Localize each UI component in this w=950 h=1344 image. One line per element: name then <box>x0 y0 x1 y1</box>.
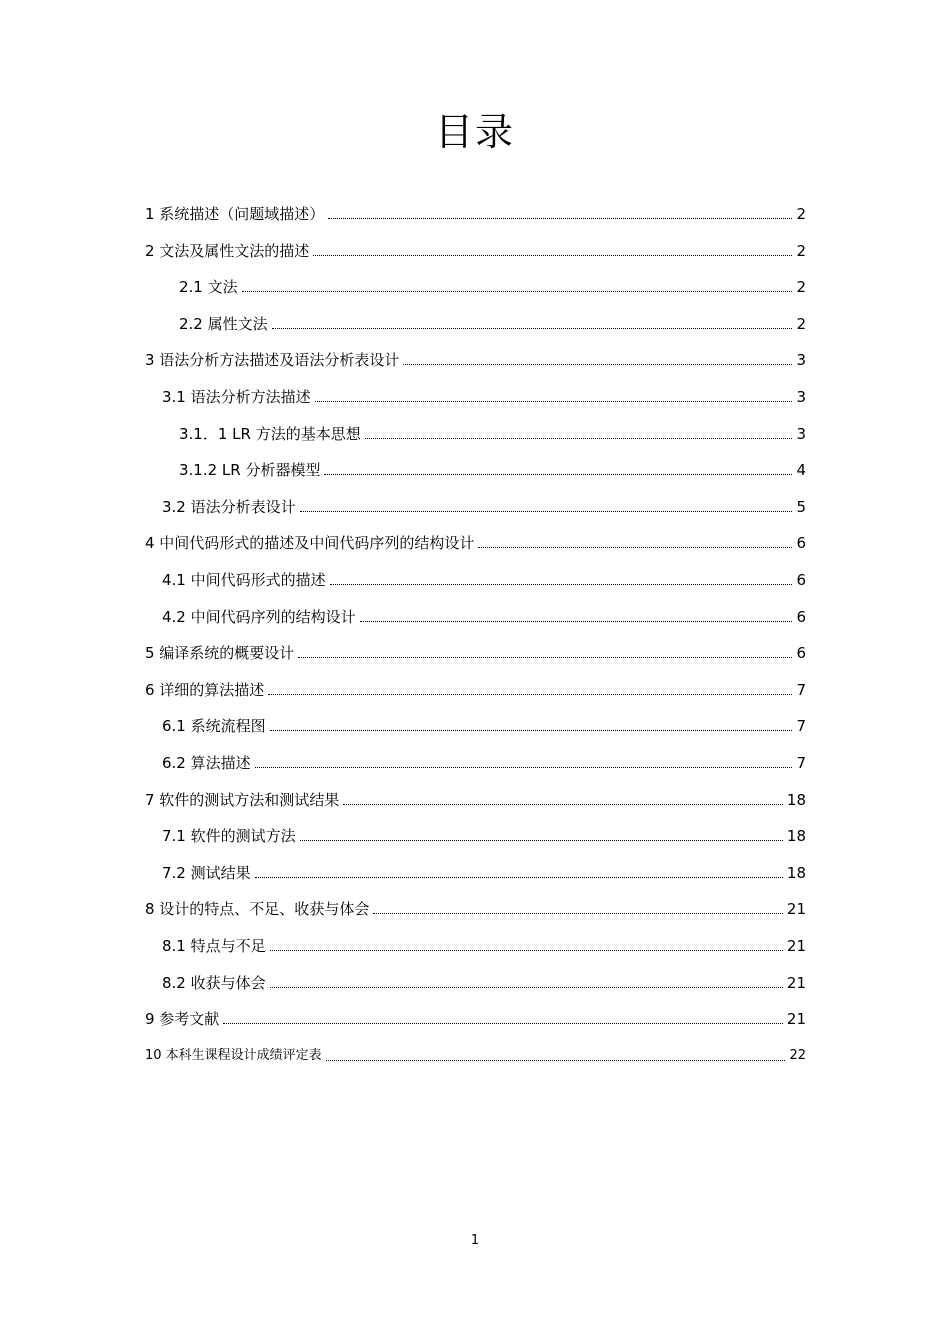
toc-dot-leader <box>270 729 793 731</box>
toc-entry-page: 6 <box>796 608 806 626</box>
toc-entry-page: 18 <box>786 791 806 809</box>
toc-entry-text: 3.2 语法分析表设计 <box>162 498 296 516</box>
toc-dot-leader <box>328 217 792 219</box>
toc-entry-page: 2 <box>796 205 806 223</box>
toc-entry[interactable] <box>145 237 806 261</box>
page-number: 1 <box>470 1233 480 1248</box>
toc-entry-page: 7 <box>796 681 806 699</box>
toc-entry[interactable] <box>145 529 806 553</box>
toc-entry[interactable] <box>162 566 806 590</box>
toc-dot-leader <box>298 656 792 658</box>
toc-dot-leader <box>270 986 783 988</box>
toc-entry-page: 6 <box>796 534 806 552</box>
toc-entry-page: 2 <box>796 315 806 333</box>
toc-dot-leader <box>268 693 792 695</box>
toc-entry-page: 18 <box>786 827 806 845</box>
toc-entry[interactable] <box>145 1042 806 1066</box>
toc-entry-page: 21 <box>786 937 806 955</box>
toc-entry-text: 3 语法分析方法描述及语法分析表设计 <box>145 351 400 369</box>
toc-entry-text: 1 系统描述（问题域描述） <box>145 205 325 223</box>
toc-entry-page: 21 <box>786 974 806 992</box>
toc-entry-text: 4 中间代码形式的描述及中间代码序列的结构设计 <box>145 534 475 552</box>
toc-entry-page: 2 <box>796 242 806 260</box>
toc-entry-text: 7 软件的测试方法和测试结果 <box>145 791 340 809</box>
toc-entry[interactable] <box>179 420 806 444</box>
toc-dot-leader <box>300 839 783 841</box>
toc-entry-text: 2.2 属性文法 <box>179 315 268 333</box>
toc-entry-text: 5 编译系统的概要设计 <box>145 644 295 662</box>
toc-entry-page: 3 <box>796 425 806 443</box>
toc-entry-page: 2 <box>796 278 806 296</box>
toc-entry-text: 7.2 测试结果 <box>162 864 251 882</box>
toc-entry-text: 7.1 软件的测试方法 <box>162 827 296 845</box>
toc-dot-leader <box>300 510 793 512</box>
toc-dot-leader <box>324 473 792 475</box>
toc-entry[interactable] <box>145 786 806 810</box>
toc-entry-text: 6.1 系统流程图 <box>162 717 266 735</box>
toc-entry-text: 6 详细的算法描述 <box>145 681 265 699</box>
toc-entry-text: 3.1 语法分析方法描述 <box>162 388 311 406</box>
toc-dot-leader <box>270 949 783 951</box>
toc-entry[interactable] <box>145 639 806 663</box>
toc-entry-page: 3 <box>796 351 806 369</box>
toc-entry-page: 7 <box>796 754 806 772</box>
toc-dot-leader <box>315 400 793 402</box>
toc-dot-leader <box>313 254 792 256</box>
toc-dot-leader <box>242 290 793 292</box>
toc-entry-text: 10 本科生课程设计成绩评定表 <box>145 1048 322 1063</box>
toc-entry-text: 9 参考文献 <box>145 1010 220 1028</box>
toc-dot-leader <box>403 363 792 365</box>
toc-entry[interactable] <box>145 895 806 919</box>
toc-entry-page: 3 <box>796 388 806 406</box>
toc-entry-text: 4.1 中间代码形式的描述 <box>162 571 326 589</box>
toc-entry-text: 2.1 文法 <box>179 278 238 296</box>
toc-entry-page: 6 <box>796 644 806 662</box>
toc-entry-page: 4 <box>796 461 806 479</box>
toc-title: 目录 <box>434 110 515 154</box>
toc-entry[interactable] <box>162 932 806 956</box>
toc-entry-text: 4.2 中间代码序列的结构设计 <box>162 608 356 626</box>
toc-entry[interactable] <box>162 822 806 846</box>
toc-dot-leader <box>255 876 783 878</box>
toc-entry-page: 7 <box>796 717 806 735</box>
toc-dot-leader <box>478 546 792 548</box>
toc-entry-text: 6.2 算法描述 <box>162 754 251 772</box>
toc-entry[interactable] <box>162 859 806 883</box>
toc-dot-leader <box>373 912 783 914</box>
toc-entry-page: 5 <box>796 498 806 516</box>
toc-entry-text: 2 文法及属性文法的描述 <box>145 242 310 260</box>
toc-entry[interactable] <box>162 493 806 517</box>
toc-entry[interactable] <box>179 456 806 480</box>
toc-entry[interactable] <box>162 383 806 407</box>
toc-entry[interactable] <box>145 1005 806 1029</box>
toc-entry-text: 8 设计的特点、不足、收获与体会 <box>145 900 370 918</box>
toc-entry-text: 8.1 特点与不足 <box>162 937 266 955</box>
toc-dot-leader <box>326 1059 786 1061</box>
toc-entry-text: 3.1.2 LR 分析器模型 <box>179 461 321 479</box>
toc-dot-leader <box>223 1022 783 1024</box>
toc-dot-leader <box>343 803 783 805</box>
toc-entry-page: 18 <box>786 864 806 882</box>
toc-entry[interactable] <box>162 712 806 736</box>
toc-entry-text: 3.1．1 LR 方法的基本思想 <box>179 425 361 443</box>
toc-dot-leader <box>365 437 793 439</box>
toc-entry-page: 21 <box>786 900 806 918</box>
toc-entry[interactable] <box>145 346 806 370</box>
toc-entry[interactable] <box>145 676 806 700</box>
toc-entry-text: 8.2 收获与体会 <box>162 974 266 992</box>
toc-entry[interactable] <box>162 969 806 993</box>
toc-dot-leader <box>272 327 793 329</box>
toc-entry-page: 21 <box>786 1010 806 1028</box>
toc-entry-page: 22 <box>789 1048 806 1063</box>
toc-entry-page: 6 <box>796 571 806 589</box>
toc-dot-leader <box>255 766 793 768</box>
toc-entry[interactable] <box>179 273 806 297</box>
toc-entry[interactable] <box>162 603 806 627</box>
toc-entry[interactable] <box>162 749 806 773</box>
toc-entry[interactable] <box>145 200 806 224</box>
toc-dot-leader <box>360 620 793 622</box>
toc-dot-leader <box>330 583 793 585</box>
toc-entry[interactable] <box>179 310 806 334</box>
